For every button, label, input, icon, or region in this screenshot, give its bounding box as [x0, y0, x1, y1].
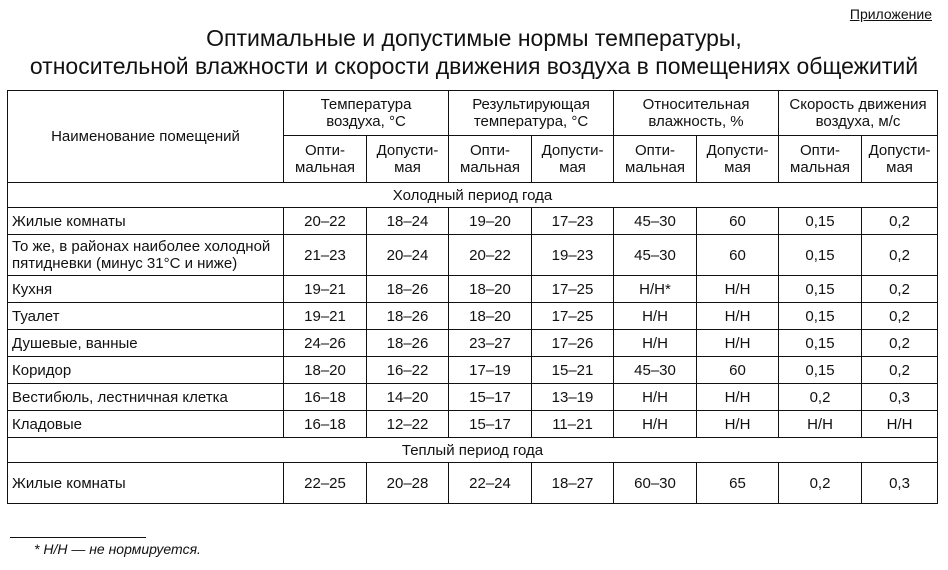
subheader-allowed	[532, 136, 614, 183]
cell-humidity-allowed: 60	[697, 357, 779, 384]
subheader-line: мая	[394, 159, 421, 176]
cell-humidity-allowed: Н/Н	[697, 276, 779, 303]
cell-speed-optimal: 0,15	[779, 357, 862, 384]
cell-speed-optimal: Н/Н	[779, 411, 862, 438]
room-name	[8, 235, 284, 276]
cell-air-temp-allowed: 16–22	[367, 357, 449, 384]
subheader-optimal	[614, 136, 697, 183]
cell-result-temp-allowed: 17–25	[532, 276, 614, 303]
table-row	[8, 384, 938, 411]
group-header-line: воздуха, °С	[326, 113, 406, 130]
cell-result-temp-allowed: 19–23	[532, 235, 614, 276]
cell-air-temp-optimal: 21–23	[284, 235, 367, 276]
group-header-line: Относительная	[642, 96, 750, 113]
room-name-header: Наименование помещений	[8, 91, 284, 183]
cell-speed-optimal: 0,15	[779, 235, 862, 276]
table-row	[8, 303, 938, 330]
cell-humidity-optimal: Н/Н*	[614, 276, 697, 303]
cell-humidity-optimal: Н/Н	[614, 303, 697, 330]
subheader-line: Опти-	[304, 142, 346, 159]
cell-speed-allowed: 0,2	[862, 330, 938, 357]
group-header-line: температура, °С	[473, 113, 589, 130]
cell-humidity-optimal: 45–30	[614, 235, 697, 276]
cell-result-temp-allowed: 17–25	[532, 303, 614, 330]
cell-result-temp-allowed: 13–19	[532, 384, 614, 411]
cell-result-temp-optimal: 23–27	[449, 330, 532, 357]
table-row	[8, 235, 938, 276]
group-header-line: Температура	[320, 96, 412, 113]
table-row	[8, 411, 938, 438]
subheader-line: Допусти-	[706, 142, 769, 159]
cell-result-temp-allowed: 18–27	[532, 463, 614, 504]
footnote-divider	[10, 537, 146, 538]
room-name: Кухня	[8, 276, 284, 303]
cell-air-temp-allowed: 20–24	[367, 235, 449, 276]
room-name: Жилые комнаты	[8, 208, 284, 235]
header-row-groups	[8, 91, 938, 136]
cell-result-temp-allowed: 11–21	[532, 411, 614, 438]
cell-humidity-optimal: Н/Н	[614, 411, 697, 438]
group-header-line: Результирующая	[472, 96, 590, 113]
subheader-allowed	[367, 136, 449, 183]
cell-result-temp-allowed: 15–21	[532, 357, 614, 384]
subheader-line: мая	[886, 159, 913, 176]
page-title	[0, 24, 948, 80]
cell-speed-allowed: 0,2	[862, 235, 938, 276]
appendix-label: Приложение	[849, 6, 932, 22]
subheader-line: мальная	[625, 159, 685, 176]
cell-result-temp-optimal: 20–22	[449, 235, 532, 276]
room-name: Вестибюль, лестничная клетка	[8, 384, 284, 411]
cell-speed-allowed: 0,2	[862, 208, 938, 235]
subheader-line: мальная	[790, 159, 850, 176]
cell-speed-allowed: 0,2	[862, 276, 938, 303]
subheader-line: Опти-	[634, 142, 676, 159]
cell-air-temp-optimal: 18–20	[284, 357, 367, 384]
cell-speed-optimal: 0,15	[779, 208, 862, 235]
cell-result-temp-optimal: 15–17	[449, 411, 532, 438]
subheader-allowed	[862, 136, 938, 183]
cell-air-temp-allowed: 18–26	[367, 303, 449, 330]
cell-speed-optimal: 0,2	[779, 463, 862, 504]
cell-result-temp-allowed: 17–26	[532, 330, 614, 357]
cell-humidity-optimal: Н/Н	[614, 384, 697, 411]
section-row-warm	[8, 438, 938, 463]
cell-humidity-optimal: 45–30	[614, 357, 697, 384]
cell-air-temp-optimal: 16–18	[284, 411, 367, 438]
cell-humidity-allowed: Н/Н	[697, 411, 779, 438]
group-header-line: воздуха, м/с	[815, 113, 901, 130]
room-name: Душевые, ванные	[8, 330, 284, 357]
cell-humidity-allowed: Н/Н	[697, 384, 779, 411]
cell-speed-allowed: Н/Н	[862, 411, 938, 438]
cell-humidity-optimal: Н/Н	[614, 330, 697, 357]
table-row	[8, 276, 938, 303]
cell-result-temp-optimal: 18–20	[449, 276, 532, 303]
footnote: * Н/Н — не нормируется.	[34, 541, 201, 557]
group-header-humidity	[614, 91, 779, 136]
subheader-optimal	[449, 136, 532, 183]
table-row	[8, 357, 938, 384]
cell-speed-allowed: 0,2	[862, 357, 938, 384]
section-title: Холодный период года	[8, 183, 938, 208]
cell-air-temp-allowed: 14–20	[367, 384, 449, 411]
room-name: Кладовые	[8, 411, 284, 438]
norms-table	[7, 90, 938, 504]
section-row-cold	[8, 183, 938, 208]
cell-humidity-allowed: Н/Н	[697, 303, 779, 330]
group-header-air-speed	[779, 91, 938, 136]
subheader-line: мальная	[295, 159, 355, 176]
cell-result-temp-optimal: 22–24	[449, 463, 532, 504]
cell-air-temp-optimal: 16–18	[284, 384, 367, 411]
cell-result-temp-optimal: 15–17	[449, 384, 532, 411]
cell-humidity-allowed: 65	[697, 463, 779, 504]
cell-air-temp-allowed: 18–24	[367, 208, 449, 235]
room-name-line: пятидневки (минус 31°С и ниже)	[12, 255, 238, 272]
subheader-optimal	[284, 136, 367, 183]
cell-humidity-allowed: Н/Н	[697, 330, 779, 357]
subheader-line: Опти-	[469, 142, 511, 159]
cell-speed-optimal: 0,15	[779, 276, 862, 303]
cell-air-temp-optimal: 24–26	[284, 330, 367, 357]
cell-humidity-optimal: 45–30	[614, 208, 697, 235]
cell-result-temp-optimal: 17–19	[449, 357, 532, 384]
table-row	[8, 330, 938, 357]
cell-speed-optimal: 0,2	[779, 384, 862, 411]
cell-result-temp-allowed: 17–23	[532, 208, 614, 235]
title-line-2: относительной влажности и скорости движения воздуха в помещениях общежитий	[29, 53, 919, 79]
cell-air-temp-allowed: 18–26	[367, 330, 449, 357]
cell-result-temp-optimal: 19–20	[449, 208, 532, 235]
title-line-1: Оптимальные и допустимые нормы температуры,	[206, 25, 742, 51]
cell-air-temp-allowed: 12–22	[367, 411, 449, 438]
cell-air-temp-optimal: 19–21	[284, 303, 367, 330]
subheader-line: Опти-	[799, 142, 841, 159]
group-header-line: влажность, %	[648, 113, 744, 130]
cell-result-temp-optimal: 18–20	[449, 303, 532, 330]
room-name-line: То же, в районах наиболее холодной	[12, 238, 271, 255]
cell-air-temp-allowed: 18–26	[367, 276, 449, 303]
cell-speed-allowed: 0,2	[862, 303, 938, 330]
subheader-line: мая	[559, 159, 586, 176]
cell-speed-optimal: 0,15	[779, 330, 862, 357]
cell-air-temp-optimal: 22–25	[284, 463, 367, 504]
table-row	[8, 208, 938, 235]
table-row	[8, 463, 938, 504]
cell-humidity-allowed: 60	[697, 235, 779, 276]
group-header-result-temp	[449, 91, 614, 136]
room-name: Коридор	[8, 357, 284, 384]
section-title: Теплый период года	[8, 438, 938, 463]
cell-air-temp-allowed: 20–28	[367, 463, 449, 504]
group-header-line: Скорость движения	[789, 96, 927, 113]
subheader-line: Допусти-	[541, 142, 604, 159]
room-name: Жилые комнаты	[8, 463, 284, 504]
subheader-allowed	[697, 136, 779, 183]
cell-air-temp-optimal: 19–21	[284, 276, 367, 303]
group-header-air-temp	[284, 91, 449, 136]
subheader-line: Допусти-	[868, 142, 931, 159]
room-name: Туалет	[8, 303, 284, 330]
cell-speed-optimal: 0,15	[779, 303, 862, 330]
subheader-optimal	[779, 136, 862, 183]
cell-humidity-allowed: 60	[697, 208, 779, 235]
subheader-line: мальная	[460, 159, 520, 176]
subheader-line: Допусти-	[376, 142, 439, 159]
cell-humidity-optimal: 60–30	[614, 463, 697, 504]
cell-speed-allowed: 0,3	[862, 463, 938, 504]
cell-air-temp-optimal: 20–22	[284, 208, 367, 235]
subheader-line: мая	[724, 159, 751, 176]
cell-speed-allowed: 0,3	[862, 384, 938, 411]
